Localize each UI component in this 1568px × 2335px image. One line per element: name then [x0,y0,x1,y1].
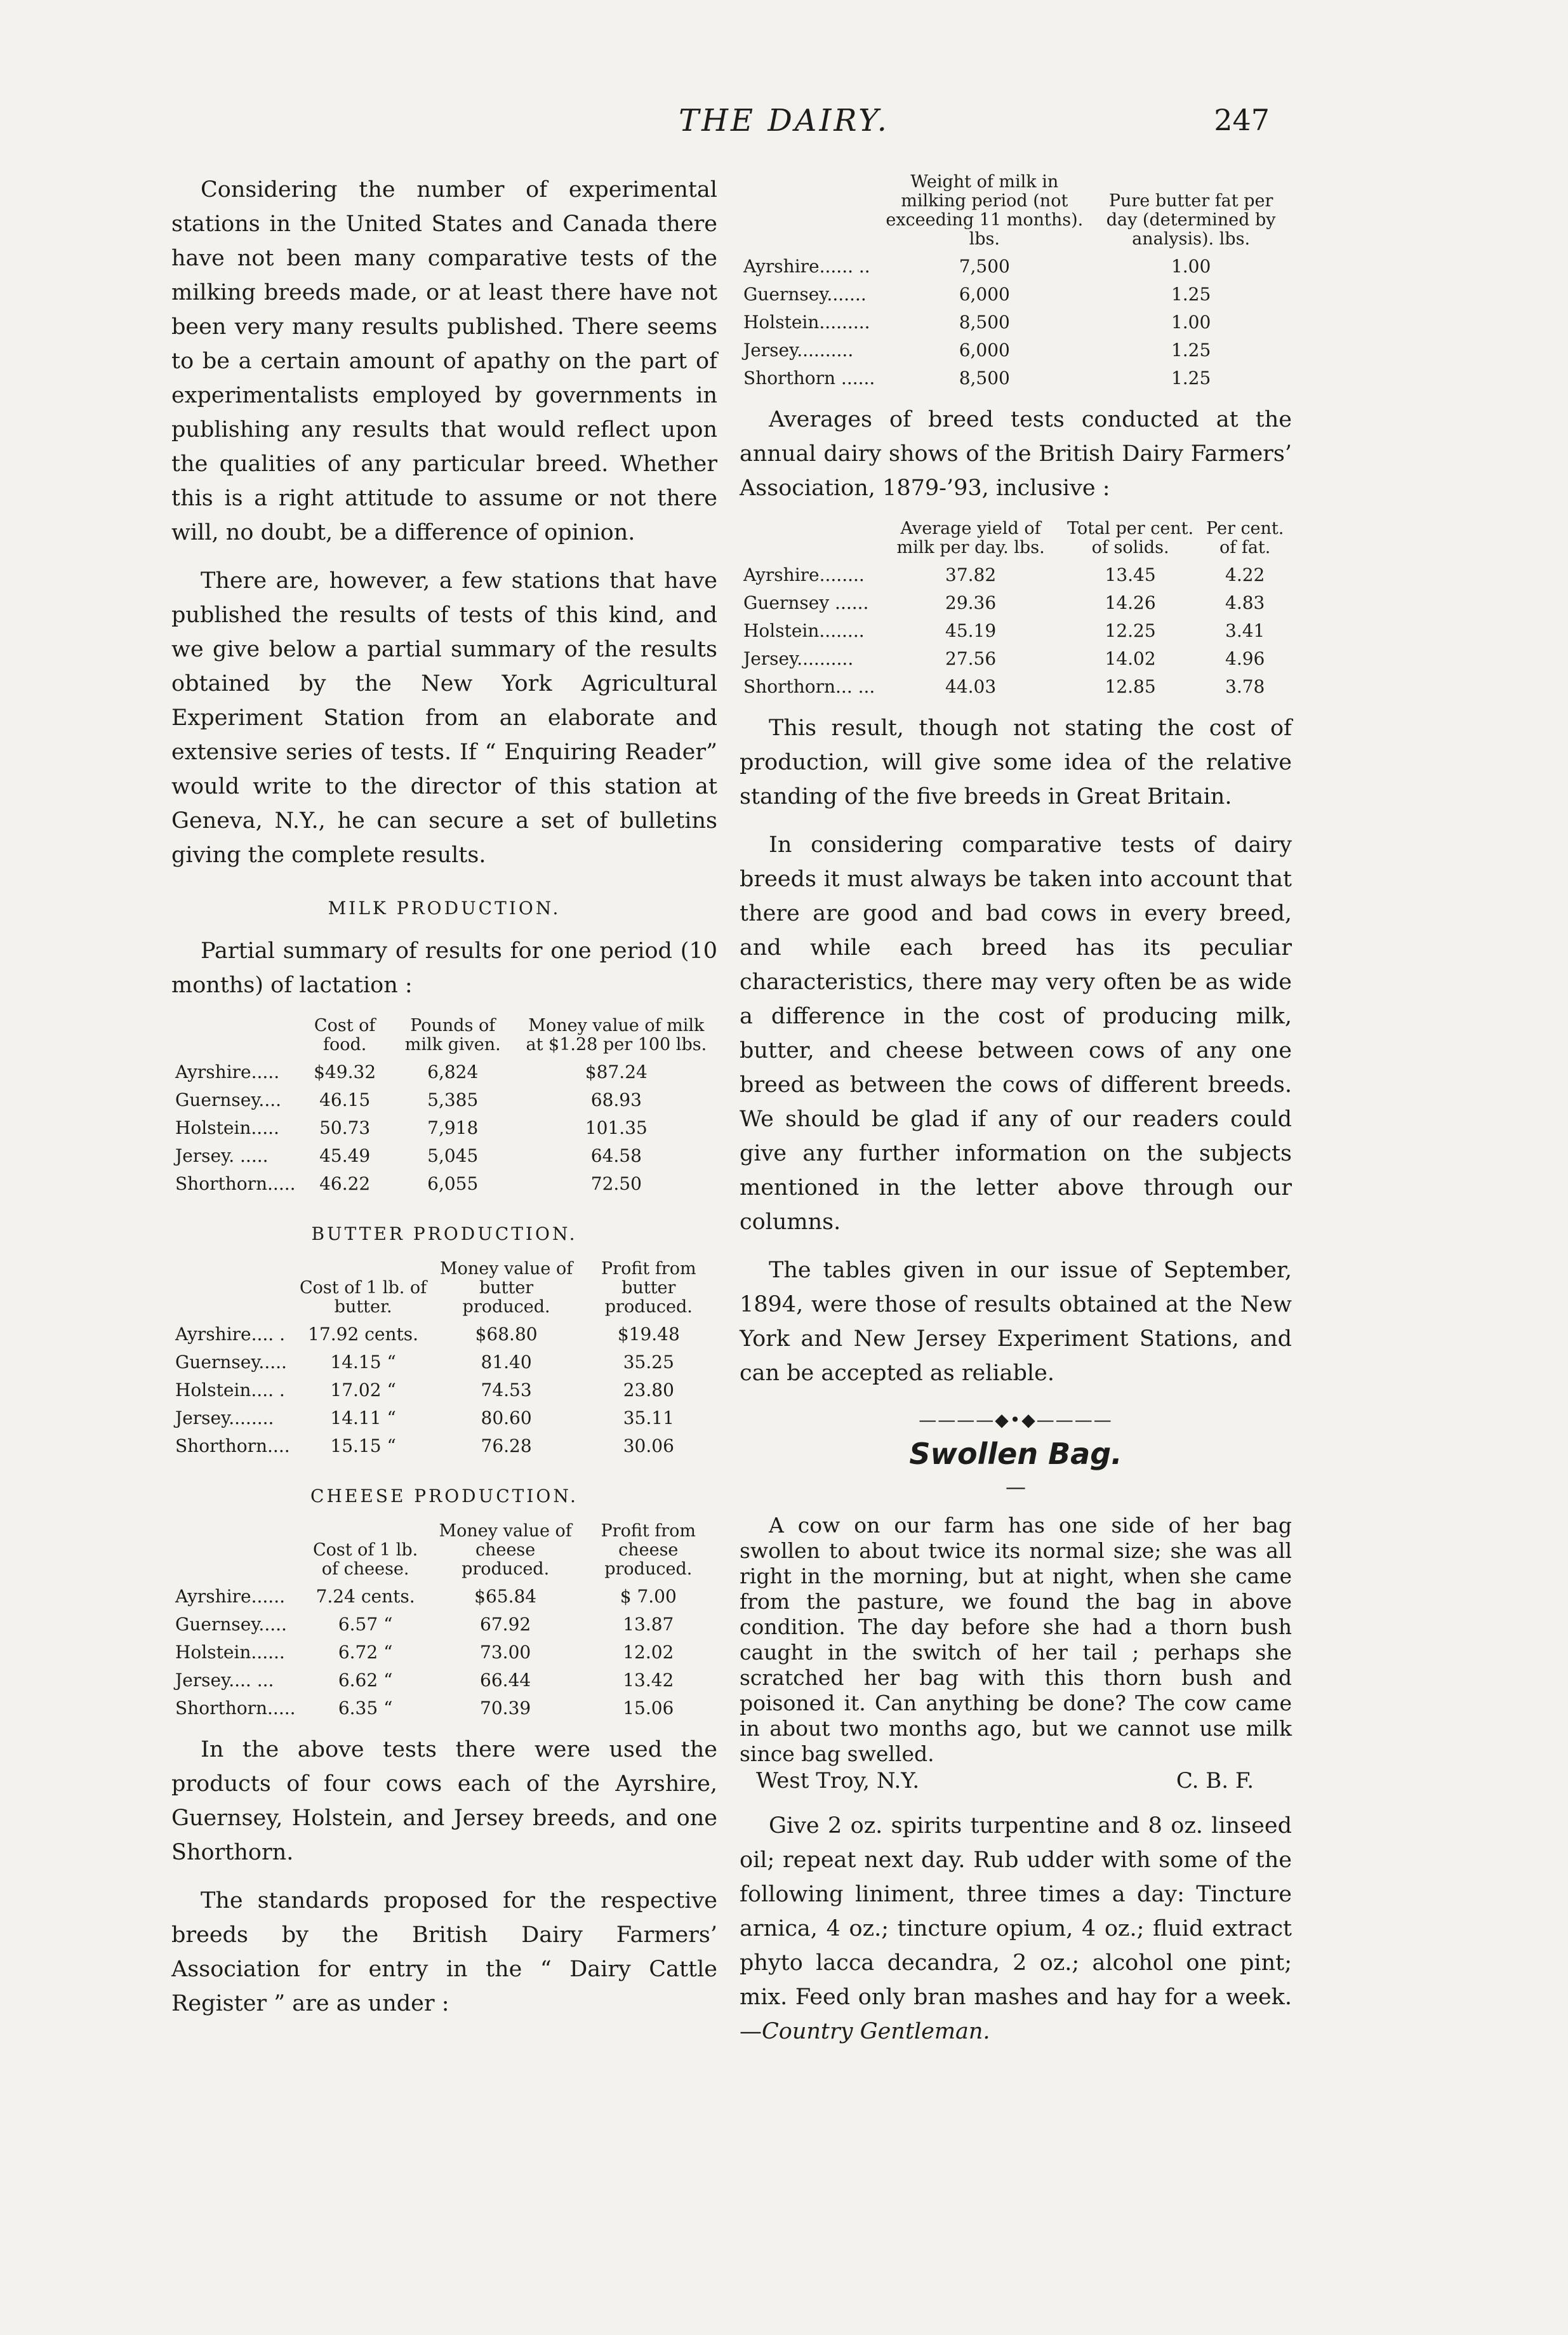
value-cell: 29.36 [945,592,997,613]
value-cell: 30.06 [623,1435,674,1456]
letter-signature: C. B. F. [1176,1768,1254,1793]
value-cell: 6,000 [959,340,1010,361]
value-cell: 17.92 cents. [308,1324,419,1345]
value-cell: 12.02 [623,1642,674,1663]
value-cell: 13.45 [1105,564,1156,585]
value-cell: 3.41 [1225,620,1265,641]
value-cell: 37.82 [945,564,997,585]
table-row [171,1086,717,1114]
column-header: Average yield of milk per day. lbs. [896,519,1045,557]
table-row [171,1611,717,1639]
breed-cell: Jersey.... ... [175,1670,274,1691]
breed-cell: Shorthorn..... [175,1698,296,1719]
table-row [171,1058,717,1086]
value-cell: 5,385 [427,1089,479,1110]
letter-signature-line [756,1767,1254,1795]
breed-cell: Ayrshire.... . [175,1324,286,1345]
value-cell: 6.62 “ [338,1670,393,1691]
value-cell: 12.25 [1105,620,1156,641]
breed-cell: Holstein.... . [175,1380,285,1400]
paragraph-result: This result, though not stating the cost of production, will give some idea of the relative standing of the five breeds in Great Britain. [740,715,1292,809]
value-cell: 35.25 [623,1352,674,1373]
value-cell: 67.92 [480,1614,531,1635]
value-cell: 6,824 [427,1061,479,1082]
breed-cell: Shorthorn... ... [743,676,875,697]
value-cell: 5,045 [427,1145,479,1166]
paragraph-averages-intro: Averages of breed tests conducted at the annual dairy shows of the British Dairy Farmers’ Association, 1879-’93, inclusive : [740,407,1292,501]
column-header: Profit from cheese produced. [601,1521,696,1579]
breed-cell: Holstein........ [743,620,865,641]
breed-cell: Holstein......... [743,312,870,333]
value-cell: 35.11 [623,1407,674,1428]
article-title: Swollen Bag. [909,1437,1122,1471]
editor-reply [740,1809,1292,2049]
value-cell: 6.57 “ [338,1614,393,1635]
value-cell: 8,500 [959,312,1010,333]
value-cell: 27.56 [945,648,997,669]
right-column [740,173,1292,2063]
column-header [740,173,879,253]
breed-cell: Jersey.......... [743,340,854,361]
title-rule: — [1006,1475,1026,1499]
value-cell: $87.24 [585,1061,648,1082]
breed-cell: Shorthorn..... [175,1173,296,1194]
value-cell: 64.58 [590,1145,642,1166]
value-cell: 13.42 [623,1670,674,1691]
breed-cell: Holstein...... [175,1642,285,1663]
value-cell: 66.44 [480,1670,531,1691]
table-row [740,673,1292,701]
milk-production-heading: MILK PRODUCTION. [328,898,561,919]
column-header: Money value of butter produced. [439,1259,573,1317]
table-row [740,253,1292,281]
table-row [171,1666,717,1694]
value-cell: 4.96 [1225,648,1265,669]
table-row [740,336,1292,364]
running-title: THE DAIRY. [679,103,889,138]
column-header: Money value of milk at $1.28 per 100 lbs. [526,1016,707,1054]
table-row [171,1694,717,1722]
breed-cell: Jersey. ..... [175,1145,269,1166]
table-row [740,309,1292,336]
value-cell: 1.25 [1171,284,1211,305]
value-cell: 70.39 [480,1698,531,1719]
column-header: Profit from butter produced. [601,1259,696,1317]
column-header [740,519,879,561]
value-cell: 13.87 [623,1614,674,1635]
breed-cell: Ayrshire..... [175,1061,280,1082]
breed-cell: Shorthorn.... [175,1435,290,1456]
value-cell: 15.06 [623,1698,674,1719]
value-cell: $ 7.00 [620,1586,677,1607]
table-row [171,1376,717,1404]
value-cell: 15.15 “ [330,1435,396,1456]
table-row [171,1639,717,1666]
cheese-production-table [171,1522,717,1722]
table-row [171,1114,717,1142]
value-cell: 45.49 [319,1145,371,1166]
value-cell: 81.40 [481,1352,532,1373]
value-cell: $49.32 [314,1061,376,1082]
table-row [740,589,1292,617]
table-row [171,1432,717,1460]
paragraph-standards: The standards proposed for the respective breeds by the British Dairy Farmers’ Association for entry in the “ Dairy Cattle Register ” are as under : [171,1888,717,2016]
table-row [740,645,1292,673]
value-cell: 6.72 “ [338,1642,393,1663]
value-cell: 76.28 [481,1435,532,1456]
column-header: Per cent. of fat. [1206,519,1284,557]
value-cell: 14.26 [1105,592,1156,613]
value-cell: 101.35 [585,1117,648,1138]
paragraph-september-tables: The tables given in our issue of September, 1894, were those of results obtained at the New York and New Jersey Experiment Stations, and can be accepted as reliable. [740,1258,1292,1386]
table-row [171,1583,717,1611]
value-cell: 17.02 “ [330,1380,396,1400]
breed-cell: Ayrshire........ [743,564,865,585]
value-cell: 7,500 [959,256,1010,277]
value-cell: 74.53 [481,1380,532,1400]
breed-cell: Jersey.......... [743,648,854,669]
value-cell: 7,918 [427,1117,479,1138]
breed-cell: Holstein..... [175,1117,279,1138]
column-header: Cost of 1 lb. of cheese. [312,1540,418,1579]
breed-cell: Guernsey..... [175,1614,287,1635]
page-number: 247 [1214,103,1270,137]
table-row [171,1321,717,1348]
milk-production-table [171,1016,717,1198]
value-cell: 1.25 [1171,368,1211,389]
column-header: Cost of food. [314,1016,376,1054]
value-cell: 12.85 [1105,676,1156,697]
table-row [740,281,1292,309]
table-row [740,364,1292,392]
table-row [171,1348,717,1376]
column-header: Cost of 1 lb. of butter. [300,1278,427,1317]
value-cell: 50.73 [319,1117,371,1138]
value-cell: 1.00 [1171,256,1211,277]
value-cell: 4.22 [1225,564,1265,585]
value-cell: 80.60 [481,1407,532,1428]
column-header: Weight of milk in milking period (not exceeding 11 months). lbs. [886,172,1084,249]
breed-cell: Ayrshire...... .. [743,256,870,277]
value-cell: $19.48 [617,1324,680,1345]
value-cell: 68.93 [590,1089,642,1110]
table-row [740,561,1292,589]
value-cell: 14.11 “ [330,1407,396,1428]
value-cell: 7.24 cents. [316,1586,415,1607]
column-header: Total per cent. of solids. [1067,519,1194,557]
section-divider-ornament: ————◆•◆———— [919,1409,1113,1430]
column-header: Money value of cheese produced. [439,1521,572,1579]
table-row [171,1170,717,1198]
table-row [171,1142,717,1170]
value-cell: 6.35 “ [338,1698,393,1719]
value-cell: 8,500 [959,368,1010,389]
value-cell: 6,055 [427,1173,479,1194]
breed-standards-table [740,173,1292,392]
page-header [0,103,1568,154]
reply-text: Give 2 oz. spirits turpentine and 8 oz. linseed oil; repeat next day. Rub udder with some of the following liniment, three times a day: Tincture arnica, 4 oz.; tincture opium, 4 oz.; fluid extract phyto lacca decandra, 2 oz.; alcohol one pint; mix. Feed only bran mashes and hay for a week.— [740,1813,1292,2044]
letter-place: West Troy, N.Y. [756,1768,920,1793]
value-cell: 23.80 [623,1380,674,1400]
table-row [171,1404,717,1432]
breed-cell: Guernsey..... [175,1352,287,1373]
paragraph-intro: Considering the number of experimental stations in the United States and Canada there have not been many comparative tests of the milking breeds made, or at least there have not been very many results published. There seems to be a certain amount of apathy on the part of experimentalists employed by governments in publishing any results that would reflect upon the qualities of any particular breed. Whether this is a right attitude to assume or not there will, no doubt, be a difference of opinion. [171,177,717,545]
reader-letter: A cow on our farm has one side of her bag swollen to about twice its normal size; she was all right in the morning, but at night, when she came from the pasture, we found the bag in above condition. The day before she had a thorn bush caught in the switch of her tail ; perhaps she scratched her bag with this thorn bush and poisoned it. Can anything be done? The cow came in about two months ago, but we cannot use milk since bag swelled. [740,1513,1292,1766]
column-header: Pure butter fat per day (determined by analysis). lbs. [1106,191,1276,249]
value-cell: 45.19 [945,620,997,641]
value-cell: 73.00 [480,1642,531,1663]
value-cell: $65.84 [474,1586,537,1607]
value-cell: 72.50 [590,1173,642,1194]
butter-production-table [171,1260,717,1460]
column-header: Pounds of milk given. [404,1016,501,1054]
value-cell: 3.78 [1225,676,1265,697]
value-cell: 46.15 [319,1089,371,1110]
breed-cell: Ayrshire...... [175,1586,286,1607]
milk-production-intro: Partial summary of results for one period (10 months) of lactation : [171,938,717,998]
breed-cell: Guernsey.... [175,1089,282,1110]
value-cell: 14.15 “ [330,1352,396,1373]
value-cell: 46.22 [319,1173,371,1194]
breed-cell: Jersey........ [175,1407,274,1428]
breed-cell: Guernsey ...... [743,592,869,613]
breed-cell: Shorthorn ...... [743,368,875,389]
value-cell: 4.83 [1225,592,1265,613]
value-cell: 14.02 [1105,648,1156,669]
paragraph-stations: There are, however, a few stations that have published the results of tests of this kind, and we give below a partial summary of the results obtained by the New York Agricultural Experiment Station from an elaborate and extensive series of tests. If “ Enquiring Reader” would write to the director of this station at Geneva, N.Y., he can secure a set of bulletins giving the complete results. [171,568,717,868]
left-column [171,173,717,2035]
breed-averages-table [740,519,1292,701]
value-cell: 1.25 [1171,340,1211,361]
value-cell: 6,000 [959,284,1010,305]
value-cell: $68.80 [475,1324,538,1345]
butter-production-heading: BUTTER PRODUCTION. [311,1223,578,1244]
value-cell: 44.03 [945,676,997,697]
breed-cell: Guernsey....... [743,284,867,305]
paragraph-considerations: In considering comparative tests of dairy breeds it must always be taken into account that there are good and bad cows in every breed, and while each breed has its peculiar characteristics, there may very often be as wide a difference in the cost of producing milk, butter, and cheese between cows of any one breed as between the cows of different breeds. We should be glad if any of our readers could give any further information on the subjects mentioned in the letter above through our columns. [740,832,1292,1235]
column-header [171,1016,300,1058]
value-cell: 1.00 [1171,312,1211,333]
column-header [171,1260,294,1321]
cheese-production-heading: CHEESE PRODUCTION. [310,1486,578,1507]
table-row [740,617,1292,645]
paragraph-test-products: In the above tests there were used the products of four cows each of the Ayrshire, Guernsey, Holstein, and Jersey breeds, and one Shorthorn. [171,1737,717,1865]
reply-source: Country Gentleman. [762,2019,990,2044]
column-header [171,1522,300,1583]
